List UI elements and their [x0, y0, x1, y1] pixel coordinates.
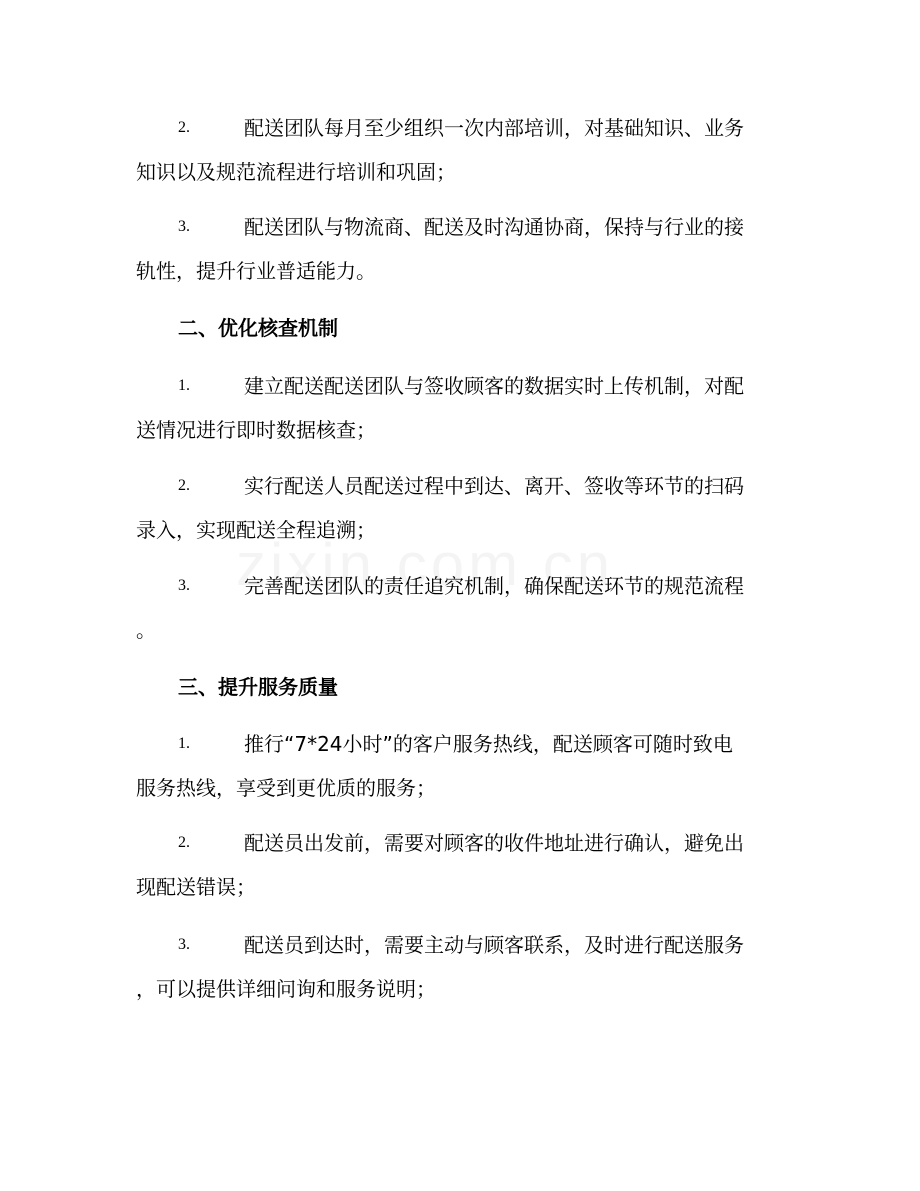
- item-number: 1.: [178, 735, 190, 752]
- item-number: 2.: [178, 477, 190, 494]
- item-text-line1: 推行“7*24小时”的客户服务热线，配送顾客可随时致电: [244, 732, 733, 756]
- item-text-line1: 建立配送配送团队与签收顾客的数据实时上传机制，对配: [244, 374, 744, 398]
- item-text-line1: 配送团队每月至少组织一次内部培训，对基础知识、业务: [244, 116, 744, 140]
- item-number: 3.: [178, 218, 190, 235]
- item-text-line1: 实行配送人员配送过程中到达、离开、签收等环节的扫码: [244, 474, 744, 498]
- item-text-line1: 配送员到达时，需要主动与顾客联系，及时进行配送服务: [244, 933, 744, 957]
- item-text-line2: 轨性，提升行业普适能力。: [136, 259, 376, 283]
- item-text-line2: 知识以及规范流程进行培训和巩固；: [136, 160, 456, 184]
- item-text-line2: ，可以提供详细问询和服务说明；: [136, 977, 436, 1001]
- item-text-line2: 。: [136, 618, 156, 642]
- item-text-line2: 录入，实现配送全程追溯；: [136, 518, 376, 542]
- item-text-line1: 配送团队与物流商、配送及时沟通协商，保持与行业的接: [244, 215, 744, 239]
- item-number: 3.: [178, 577, 190, 594]
- item-text-line2: 现配送错误；: [136, 875, 256, 899]
- item-text-line1: 配送员出发前，需要对顾客的收件地址进行确认，避免出: [244, 831, 744, 855]
- section-heading: 三、提升服务质量: [178, 675, 338, 699]
- item-number: 2.: [178, 834, 190, 851]
- item-text-line2: 服务热线，享受到更优质的服务；: [136, 776, 436, 800]
- section-heading: 二、优化核查机制: [178, 316, 338, 340]
- item-text-line1: 完善配送团队的责任追究机制，确保配送环节的规范流程: [244, 574, 744, 598]
- item-text-line2: 送情况进行即时数据核查；: [136, 418, 376, 442]
- item-number: 2.: [178, 119, 190, 136]
- item-number: 1.: [178, 377, 190, 394]
- item-number: 3.: [178, 936, 190, 953]
